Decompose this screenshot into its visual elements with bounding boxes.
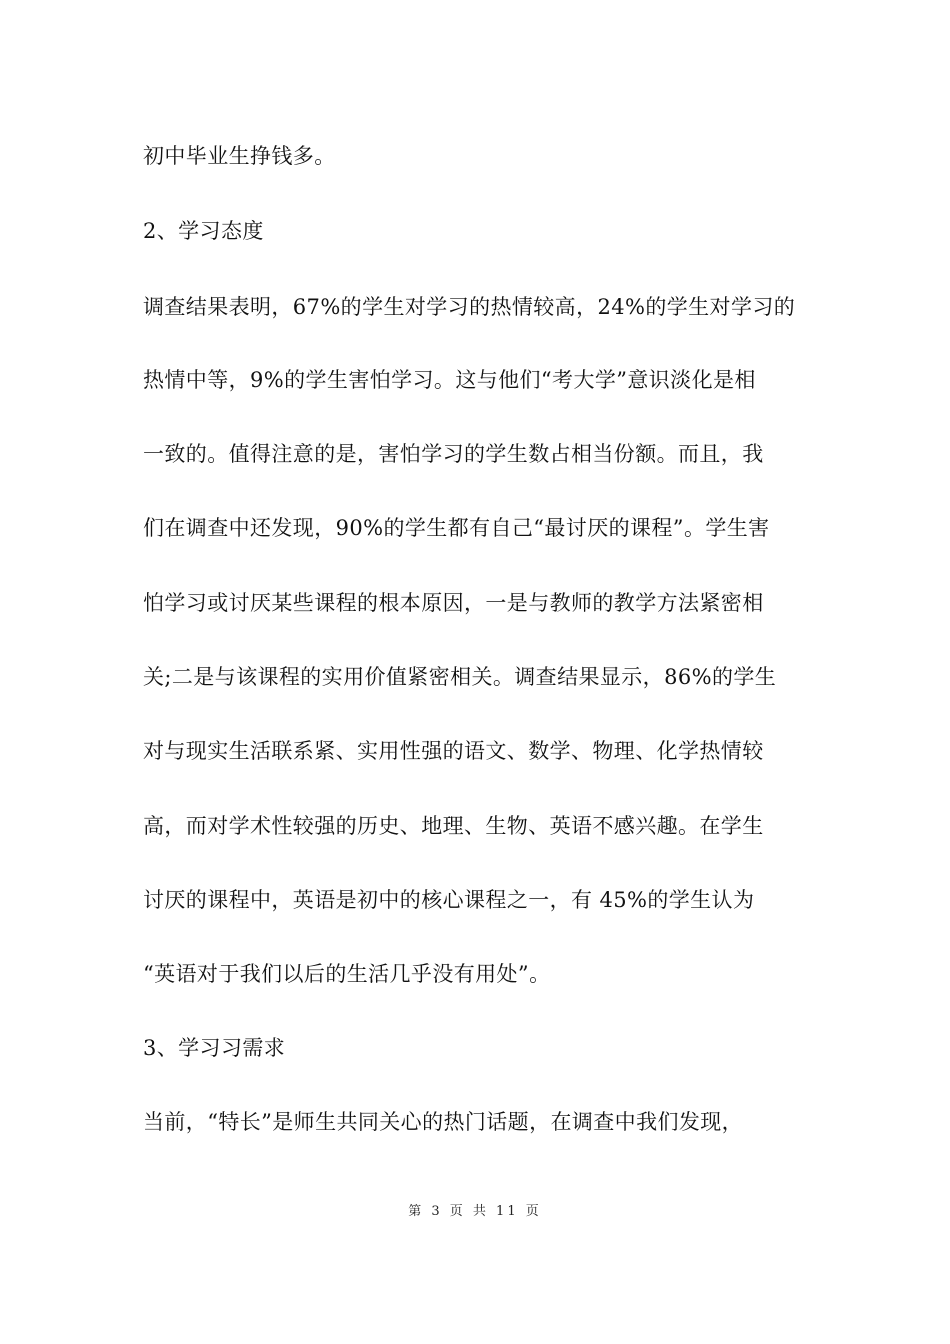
body-line-5: 一致的。值得注意的是，害怕学习的学生数占相当份额。而且，我 xyxy=(143,442,764,466)
body-line-11: 讨厌的课程中，英语是初中的核心课程之一，有 45%的学生认为 xyxy=(143,888,755,912)
body-line-1: 初中毕业生挣钱多。 xyxy=(143,144,336,168)
body-line-3: 调查结果表明，67%的学生对学习的热情较高，24%的学生对学习的 xyxy=(143,295,796,319)
body-line-4: 热情中等，9%的学生害怕学习。这与他们“考大学”意识淡化是相 xyxy=(143,368,756,392)
body-line-14: 当前，“特长”是师生共同关心的热门话题，在调查中我们发现， xyxy=(143,1110,744,1134)
body-line-12: “英语对于我们以后的生活几乎没有用处”。 xyxy=(143,962,551,986)
body-line-6: 们在调查中还发现，90%的学生都有自己“最讨厌的课程”。学生害 xyxy=(143,516,770,540)
section-heading-learning-attitude: 2、学习态度 xyxy=(143,219,264,243)
body-line-10: 高，而对学术性较强的历史、地理、生物、英语不感兴趣。在学生 xyxy=(143,814,764,838)
section-heading-learning-needs: 3、学习习需求 xyxy=(143,1036,286,1060)
body-line-9: 对与现实生活联系紧、实用性强的语文、数学、物理、化学热情较 xyxy=(143,739,764,763)
body-line-7: 怕学习或讨厌某些课程的根本原因，一是与教师的教学方法紧密相 xyxy=(143,591,764,615)
body-line-8: 关;二是与该课程的实用价值紧密相关。调查结果显示，86%的学生 xyxy=(143,665,777,689)
page-number-footer: 第 3 页 共 11 页 xyxy=(408,1204,542,1219)
